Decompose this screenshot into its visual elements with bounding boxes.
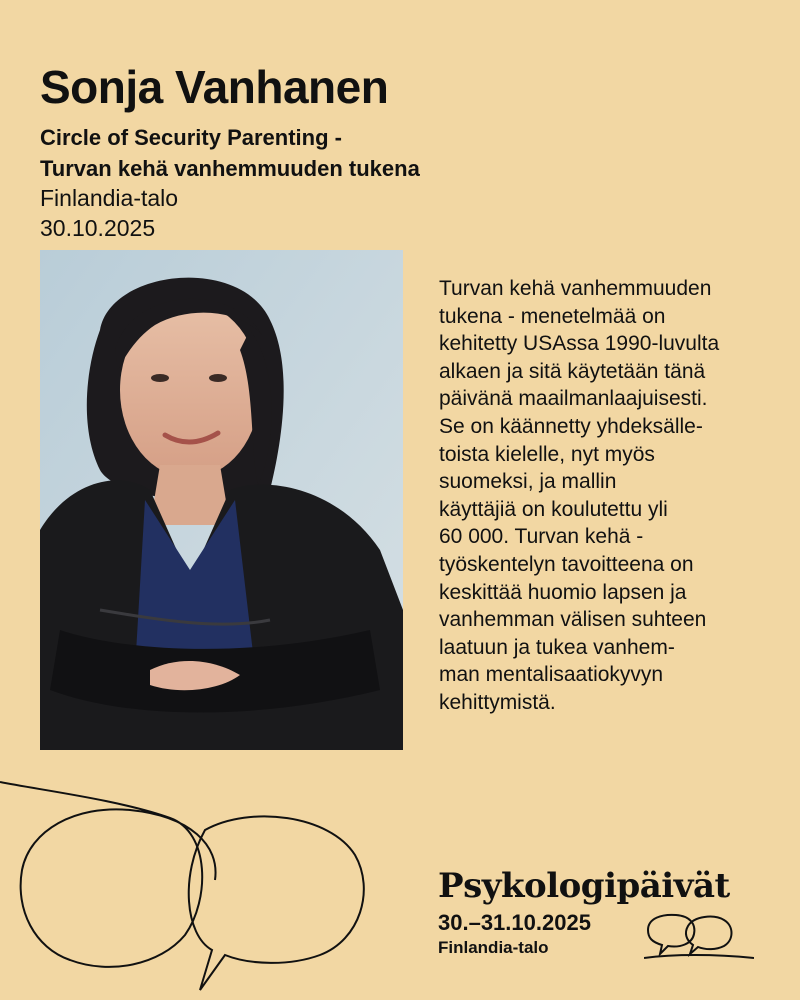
talk-title-line-1: Circle of Security Parenting - (40, 125, 342, 150)
speaker-photo (40, 250, 403, 750)
event-venue: Finlandia-talo (40, 185, 179, 211)
event-date: 30.10.2025 (40, 215, 156, 241)
talk-title (40, 122, 420, 184)
brand-dates: 30.–31.10.2025 (438, 910, 591, 935)
speaker-name: Sonja Vanhanen (40, 61, 389, 113)
talk-description: Turvan kehä vanhemmuuden tukena - menetelmää on kehitetty USAssa 1990-luvulta alkaen ja sitä käytetään tänä päivänä maailmanlaajuisesti. Se on käännetty yhdeksälle- toista kielelle, nyt myös suomeksi, ja mallin käyttäjiä on koulutettu yli 60 000. Turvan kehä - työskentelyn tavoitteena on keskittää huomio lapsen ja vanhemman välisen suhteen laatuun ja tukea vanhem- man mentalisaatiokyvyn kehittymistä. (439, 277, 720, 714)
talk-title-line-2: Turvan kehä vanhemmuuden tukena (40, 156, 420, 181)
brand-venue: Finlandia-talo (438, 938, 549, 957)
brand-name: Psykologipäivät (438, 866, 730, 906)
speech-bubbles-icon (644, 908, 754, 960)
portrait-photo-icon (40, 250, 403, 750)
